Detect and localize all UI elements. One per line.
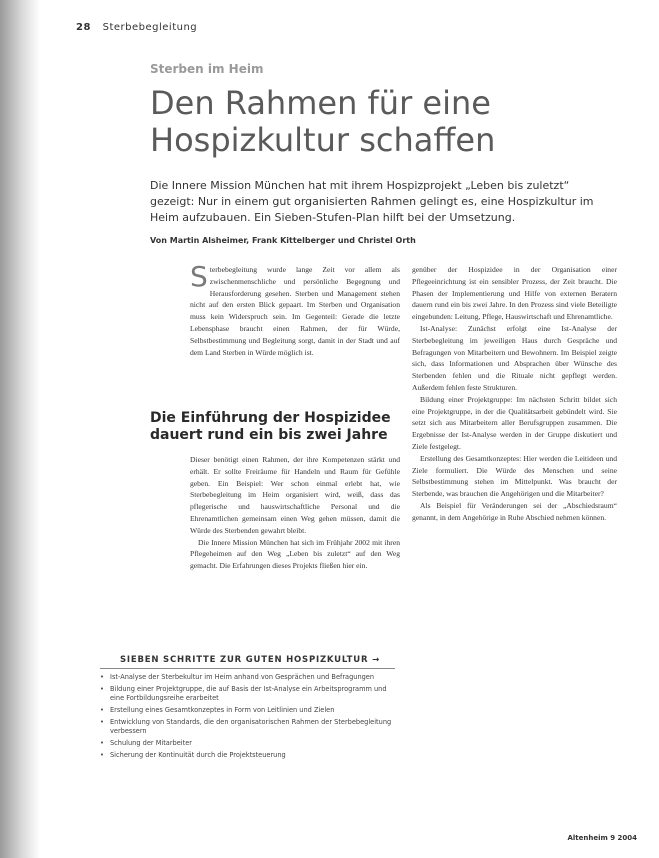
column-left-intro — [190, 260, 400, 358]
section-label: Sterbebegleitung — [102, 22, 198, 33]
magazine-footer: Altenheim 9 2004 — [567, 834, 637, 842]
article-lead: Die Innere Mission München hat mit ihrem Hospizprojekt „Leben bis zuletzt“ gezeigt: Nur in einem gut organisierten Rahmen gelingt es, eine Hospizkultur im Heim aufzubauen. Ein Sieben-Stufen-Plan hilft bei der Umsetzung. — [150, 179, 594, 224]
list-item: • Erstellung eines Gesamtkonzeptes in Form von Leitlinien und Zielen — [100, 706, 395, 715]
body-paragraph: Als Beispiel für Veränderungen sei der „Abschiedsraum“ genannt, in dem Angehörige in Ruhe Abschied nehmen können. — [412, 500, 617, 522]
steps-box-title: SIEBEN SCHRITTE ZUR GUTEN HOSPIZKULTUR → — [100, 655, 395, 669]
body-paragraph: Dieser benötigt einen Rahmen, der ihre Kompetenzen stärkt und erhält. Er sollte Freiräume für Handeln und Raum für Gefühle geben. Ein Beispiel: Wer schon einmal erlebt hat, wie Sterbebegleitung im Heim organisiert wird, weiß, dass das pflegerische und hauswirtschaftliche Personal und die Ehrenamtlichen gemeinsam einen Weg gehen müssen, damit die Würde des Sterbenden gewahrt bleibt. — [190, 455, 400, 535]
intro-paragraph: terbebegleitung wurde lange Zeit vor allem als zwischenmenschliche und persönliche Begegnung und Herausforderung gesehen. Sterben und Management stehen nicht auf den ersten Blick gepaart. Im Sterben und Organisation muss kein Widerspruch sein. Im Gegenteil: Gerade die letzte Lebensphase braucht einen Rahmen, der für Würde, Selbstbestimmung und Begleitung sorgt, damit in der Stadt und auf dem Land Sterben in Würde möglich ist. — [190, 265, 400, 357]
list-item: • Sicherung der Kontinuität durch die Projektsteuerung — [100, 751, 395, 760]
running-header — [76, 22, 197, 33]
column-right-body — [412, 264, 617, 524]
steps-list — [100, 673, 395, 760]
article-kicker: Sterben im Heim — [150, 62, 264, 76]
list-item: • Bildung einer Projektgruppe, die auf Basis der Ist-Analyse ein Arbeitsprogramm und eine Fortbildungsreihe erarbeitet — [100, 685, 395, 703]
list-item: • Ist-Analyse der Sterbekultur im Heim anhand von Gesprächen und Befragungen — [100, 673, 395, 682]
list-item: • Entwicklung von Standards, die den organisatorischen Rahmen der Sterbebegleitung verbessern — [100, 718, 395, 736]
drop-cap: S — [190, 260, 208, 293]
body-paragraph: Ist-Analyse: Zunächst erfolgt eine Ist-Analyse der Sterbebegleitung im jeweiligen Haus durch Gespräche und Befragungen von Mitarbeitern und Bewohnern. Im Beispiel zeigte sich, dass Informationen und Absprachen über Wünsche des Sterbenden fehlen und die Rituale nicht gepflegt werden. Außerdem fehlen feste Strukturen. — [412, 323, 617, 392]
body-paragraph: Die Innere Mission München hat sich im Frühjahr 2002 mit ihren Pflegeheimen auf den Weg „Leben bis zuletzt“ auf den Weg gemacht. Die Erfahrungen dieses Projekts fließen hier ein. — [190, 537, 400, 571]
body-paragraph: genüber der Hospizidee in der Organisation einer Pflegeeinrichtung ist ein sensibler Prozess, der Zeit braucht. Die Phasen der Implementierung und Hilfe von externen Beratern dauern rund ein bis zwei Jahre. In den Prozess sind viele Beteiligte eingebunden: Leitung, Pflege, Hauswirtschaft und Ehrenamtliche. — [412, 265, 617, 322]
article-title: Den Rahmen für eine Hospizkultur schaffen — [150, 84, 496, 159]
list-item: • Schulung der Mitarbeiter — [100, 739, 395, 748]
steps-box — [100, 655, 395, 763]
body-paragraph: Erstellung des Gesamtkonzeptes: Hier werden die Leitideen und Ziele formuliert. Die Würde des Menschen und seine Selbstbestimmung stehen im Mittelpunkt. Was braucht der Sterbende, was brauchen die Angehörigen und die Mitarbeiter? — [412, 453, 617, 499]
body-paragraph: Bildung einer Projektgruppe: Im nächsten Schritt bildet sich eine Projektgruppe, in der die Qualitätsarbeit gebündelt wird. Sie setzt sich aus Mitarbeitern aller Berufsgruppen zusammen. Die Ergebnisse der Ist-Analyse werden in der Gruppe diskutiert und Ziele festgelegt. — [412, 394, 617, 451]
article-authors: Von Martin Alsheimer, Frank Kittelberger und Christel Orth — [150, 236, 416, 245]
column-left-body — [190, 454, 400, 572]
page-number: 28 — [76, 22, 91, 33]
section-subhead: Die Einführung der Hospizidee dauert rund ein bis zwei Jahre — [150, 410, 391, 443]
scan-shadow — [0, 0, 40, 858]
